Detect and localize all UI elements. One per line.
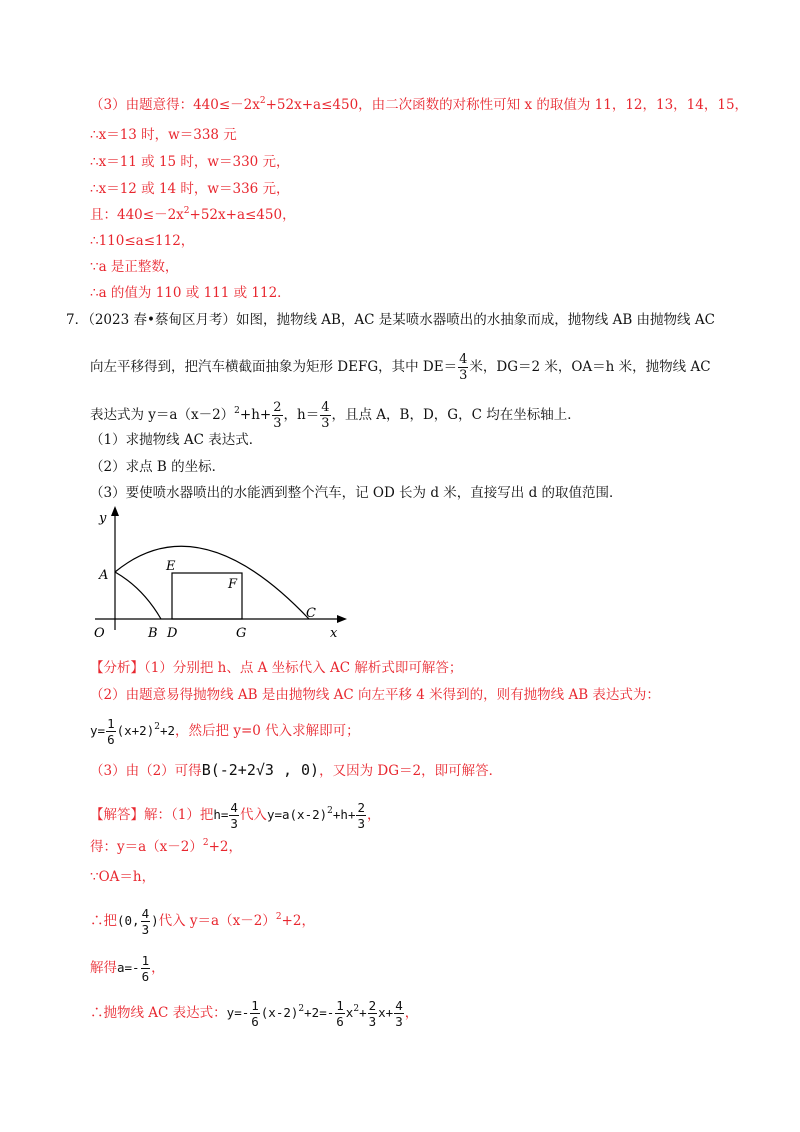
label-a: A: [99, 568, 109, 583]
solution-line2: 得：$y=a(x-2)^2+2$，: [90, 838, 243, 855]
solution-line1: 【解答】解：（1）把h= $\frac{4}{3}$ 代入$y=a(x-2)^2+h+$ $\frac{2}{3}$ ，: [90, 800, 381, 831]
solution-line6: ∴抛物线 AC 表达式：y=- $\frac{1}{6}$ $(x-2)^2+2=-$ $\frac{1}{6}$ $x^2+$ $\frac{2}{3}$ x+ $\frac{4}{3}$ ，: [90, 998, 419, 1029]
label-g: G: [236, 626, 247, 641]
label-x: x: [330, 626, 338, 641]
label-b: B: [148, 626, 158, 641]
question-1: （1）求抛物线 AC 表达式．: [90, 432, 263, 448]
parabola-figure: [85, 500, 360, 650]
parabola-ac: [115, 546, 309, 619]
part3-line1: （3）由题意得：$440\le-2x^2+52x+a\le 450$，由二次函数的对称性可知 x 的取值为 11，12，13，14，15，: [90, 96, 749, 113]
problem7-line3: 表达式为 $y=a(x-2)^2+h+$ $\frac{2}{3}$ ，h＝ $\frac{4}{3}$ ，且点 A，B，D，G，C 均在坐标轴上．: [90, 400, 581, 431]
problem7-line2: 向左平移得到，把汽车横截面抽象为矩形 DEFG，其中 DE＝ $\frac{4}{3}$ 米，DG＝2 米，OA＝h 米，抛物线 AC: [90, 352, 711, 383]
analysis-line4: （3）由（2）可得B(-2+2√3 , 0)，又因为 DG＝2，即可解答．: [90, 761, 503, 779]
solution-line4: ∴把(0, $\frac{4}{3}$ )代入 $y=a(x-2)^2+2$，: [90, 906, 315, 937]
label-c: C: [306, 606, 316, 621]
analysis-line3: y= $\frac{1}{6}$ $(x+2)^2+2$，然后把 y=0 代入求解即可；: [90, 716, 360, 747]
y-axis-arrow: [111, 506, 119, 516]
part3-line2: ∴x＝13 时，w＝338 元: [90, 127, 237, 143]
solution-line3: ∵OA＝h，: [90, 869, 156, 885]
label-y: y: [99, 511, 107, 526]
x-axis-arrow: [337, 615, 347, 623]
parabola-ab: [115, 572, 161, 619]
part3-line6: ∴110≤a≤112，: [90, 233, 195, 249]
question-2: （2）求点 B 的坐标．: [90, 459, 226, 475]
part3-line3: ∴x＝11 或 15 时，w＝330 元，: [90, 154, 290, 170]
part3-line4: ∴x＝12 或 14 时，w＝336 元，: [90, 181, 290, 197]
analysis-line2: （2）由题意易得抛物线 AB 是由抛物线 AC 向左平移 4 米得到的，则有抛物线 AB 表达式为：: [90, 687, 660, 703]
analysis-line1: 【分析】（1）分别把 h、点 A 坐标代入 AC 解析式即可解答；: [90, 660, 463, 676]
part3-line8: ∴a 的值为 110 或 111 或 112．: [90, 285, 291, 301]
part3-line5: 且：$440\le-2x^2+52x+a\le 450$，: [90, 206, 296, 223]
part3-line7: ∵a 是正整数，: [90, 259, 179, 275]
solution-line5: 解得a=- $\frac{1}{6}$ ，: [90, 953, 165, 984]
label-f: F: [228, 577, 238, 592]
label-e: E: [166, 559, 176, 574]
label-d: D: [167, 626, 178, 641]
question-3: （3）要使喷水器喷出的水能洒到整个汽车，记 OD 长为 d 米，直接写出 d 的取值范围．: [90, 485, 623, 501]
problem7-line1: 7．（2023 春•蔡甸区月考）如图，抛物线 AB，AC 是某喷水器喷出的水抽象而成，抛物线 AB 由抛物线 AC: [66, 312, 715, 328]
label-o: O: [94, 626, 105, 641]
